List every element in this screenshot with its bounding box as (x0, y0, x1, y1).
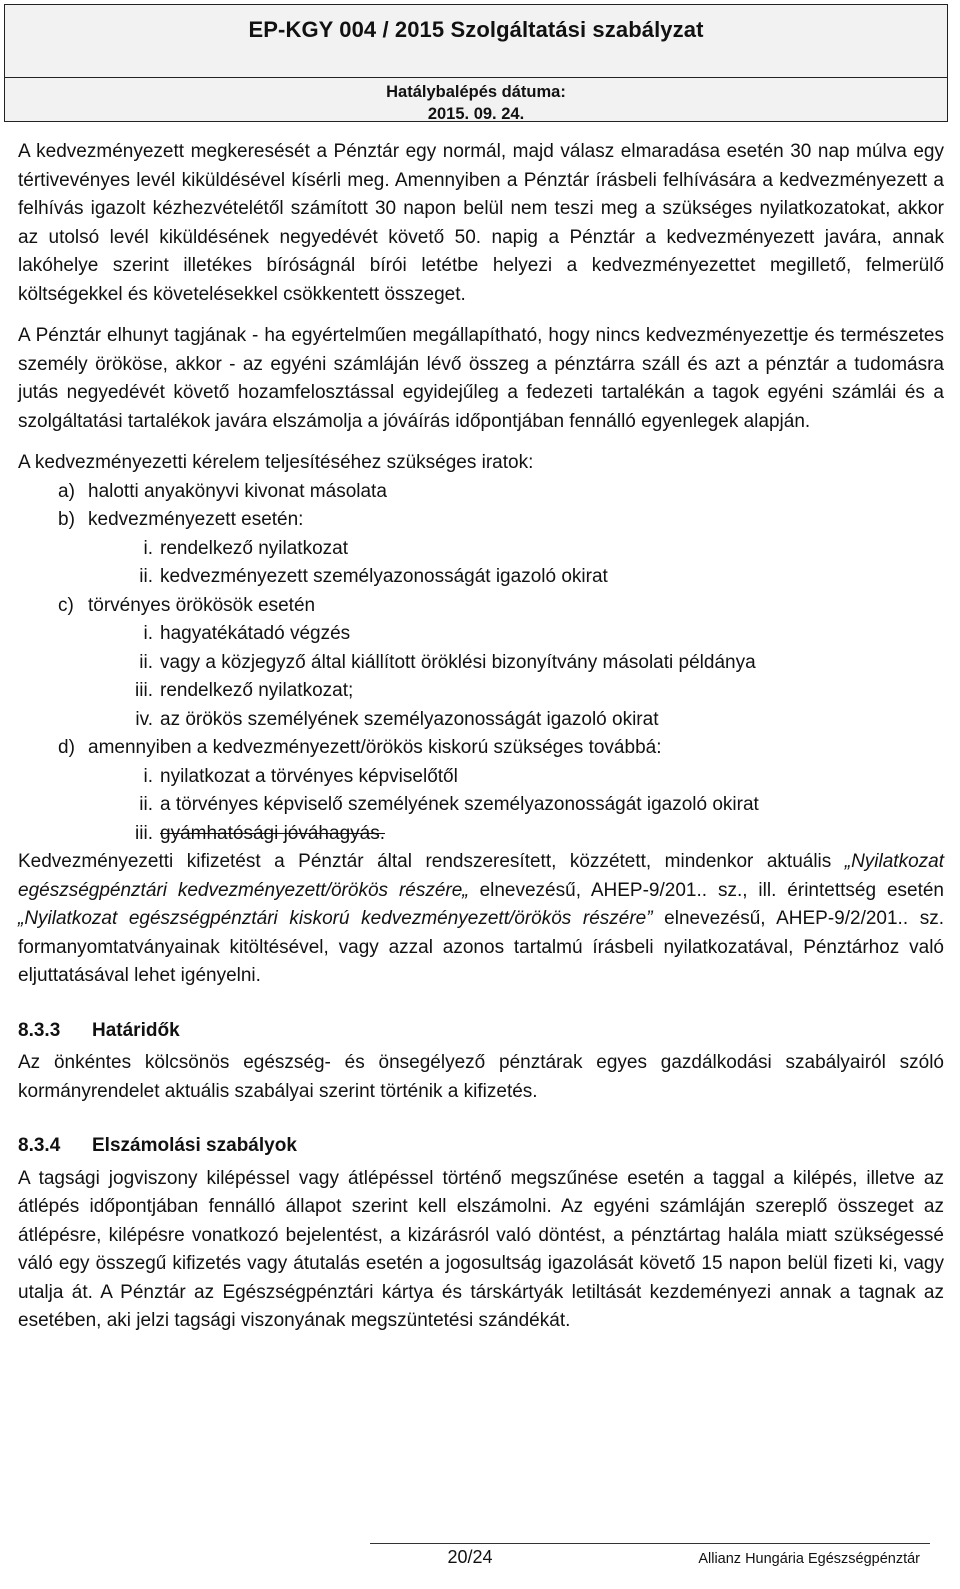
list-item-text: kedvezményezett esetén: (88, 509, 304, 530)
list-marker: ii. (139, 566, 153, 587)
list-item-text: gyámhatósági jóváhagyás. (160, 822, 385, 844)
document-header (4, 4, 948, 122)
footer-divider (370, 1543, 930, 1544)
list-marker: ii. (139, 651, 153, 673)
list-item-text: a törvényes képviselő személyének személyazonosságát igazoló okirat (160, 794, 759, 815)
list-marker: a) (58, 480, 75, 502)
list-item-text: halotti anyakönyvi kivonat másolata (88, 480, 387, 502)
list-item-text: vagy a közjegyző által kiállított öröklési bizonyítvány másolati példánya (160, 651, 756, 673)
section-heading-833 (18, 1017, 944, 1046)
list-item-text: rendelkező nyilatkozat (160, 537, 348, 559)
form-name-italic: „Nyilatkozat egészségpénztári kiskorú kedvezményezett/örökös részére” (18, 908, 653, 929)
list-marker: iii. (135, 680, 153, 701)
list-item-text: rendelkező nyilatkozat; (160, 680, 354, 701)
list-item (18, 592, 944, 621)
list-item-text: törvényes örökösök esetén (88, 594, 316, 616)
list-intro: A kedvezményezetti kérelem teljesítéséhez szükséges iratok: (18, 452, 534, 473)
list-marker: b) (58, 509, 75, 530)
header-divider (5, 77, 947, 78)
list-marker: i. (143, 623, 153, 644)
list-item-text: kedvezményezett személyazonosságát igazoló okirat (160, 566, 608, 587)
section-title: Elszámolási szabályok (92, 1135, 297, 1156)
list-item-text: nyilatkozat a törvényes képviselőtől (160, 765, 458, 787)
form-name-italic: „Nyilatkozat egészségpénztári kedvezményezett/örökös részére„ (18, 851, 944, 901)
list-item (18, 506, 944, 535)
section-number: 8.3.3 (18, 1019, 61, 1041)
list-marker: iii. (135, 822, 153, 844)
section-title: Határidők (92, 1019, 180, 1041)
document-body (18, 138, 944, 1349)
sub-list-item (18, 535, 944, 564)
company-name: Allianz Hungária Egészségpénztár (698, 1551, 920, 1567)
sub-list-item-struck (18, 820, 944, 849)
section-heading-834 (18, 1132, 944, 1161)
sub-list-item (18, 791, 944, 820)
page-number: 20/24 (447, 1547, 493, 1567)
list-item-text: az örökös személyének személyazonosságát igazoló okirat (160, 708, 659, 730)
section-number: 8.3.4 (18, 1135, 61, 1156)
list-item-text: hagyatékátadó végzés (160, 623, 351, 644)
list-marker: i. (143, 765, 153, 787)
paragraph-deceased-member: A Pénztár elhunyt tagjának - ha egyértelműen megállapítható, hogy nincs kedvezményezettje és természetes személy örököse, akkor - az egyéni számláján lévő összeg a pénztárra száll és azt a pénztár a tudomásra jutás negyedévét követő hozamfelosztással egyidejűleg a fedezeti tartalékán a tagok egyéni számlái és a szolgáltatási tartalékok javára elszámolja a jóváírás időpontjában fennálló egyenlegek alapján. (18, 325, 944, 432)
list-marker: c) (58, 594, 74, 616)
paragraph-claim-forms: Kedvezményezetti kifizetést a Pénztár által rendszeresített, közzétett, mindenkor aktuális „Nyilatkozat egészségpénztári kedvezményezett/örökös részére„ elnevezésű, AHEP-9/201.. sz., ill. érintettség esetén „Nyilatkozat egészségpénztári kiskorú kedvezményezett/örökös részére” elnevezésű, AHEP-9/2/201.. sz. formanyomtatványainak kitöltésével, vagy azzal azonos tartalmú írásbeli nyilatkozatával, Pénztárhoz való eljuttatásával lehet igényelni. (18, 851, 944, 986)
list-marker: iv. (135, 708, 153, 730)
list-item (18, 734, 944, 763)
paragraph-settlement-rules: A tagsági jogviszony kilépéssel vagy átlépéssel történő megszűnése esetén a taggal a kilépés, illetve az átlépés időpontjában fennálló állapot szerint kell elszámolni. Az egyéni számláján szereplő összeget az átlépésre, kilépésre vonatkozó bejelentést, a kizárásról való döntést, a pénztártag halála miatt szükségessé váló egy összegű kifizetés vagy átutalás esetén a jogosultság igazolását követő 15 napon belül fizeti ki, vagy utalja át. A Pénztár az Egészségpénztári kártya és társkártyák letiltását kezdeményezi annak a tagnak az esetében, aki jelzi tagsági viszonyának megszüntetési szándékát. (18, 1167, 944, 1331)
sub-list-item (18, 763, 944, 792)
list-marker: i. (143, 537, 153, 559)
list-item-text: amennyiben a kedvezményezett/örökös kiskorú szükséges továbbá: (88, 737, 662, 758)
sub-list-item (18, 706, 944, 735)
sub-list-item (18, 563, 944, 592)
sub-list-item (18, 677, 944, 706)
effective-date: 2015. 09. 24. (427, 105, 525, 123)
paragraph-deadlines: Az önkéntes kölcsönös egészség- és önsegélyező pénztárak egyes gazdálkodási szabályairól szóló kormányrendelet aktuális szabályai szerint történik a kifizetés. (18, 1052, 944, 1102)
paragraph-beneficiary-contact: A kedvezményezett megkeresését a Pénztár egy normál, majd válasz elmaradása esetén 30 nap múlva egy tértivevényes levél kiküldésével kísérli meg. Amennyiben a Pénztár írásbeli felhívására a kedvezményezett a felhívás igazolt kézhezvételétől számított 30 napon belül nem teszi meg a szükséges nyilatkozatokat, akkor az utolsó levél kiküldésének negyedévét követő 50. napig a Pénztár a kedvezményezett javára, annak lakóhelye szerint illetékes bíróságnál bírói letétbe helyezi a kedvezményezettet megillető, felmerülő költségekkel és követelésekkel csökkentett összeget. (18, 141, 944, 305)
list-marker: ii. (139, 794, 153, 815)
effective-date-label: Hatálybalépés dátuma: (386, 83, 566, 101)
sub-list-item (18, 620, 944, 649)
document-title: EP-KGY 004 / 2015 Szolgáltatási szabályzat (248, 17, 704, 42)
list-item (18, 478, 944, 507)
list-marker: d) (58, 737, 75, 758)
sub-list-item (18, 649, 944, 678)
